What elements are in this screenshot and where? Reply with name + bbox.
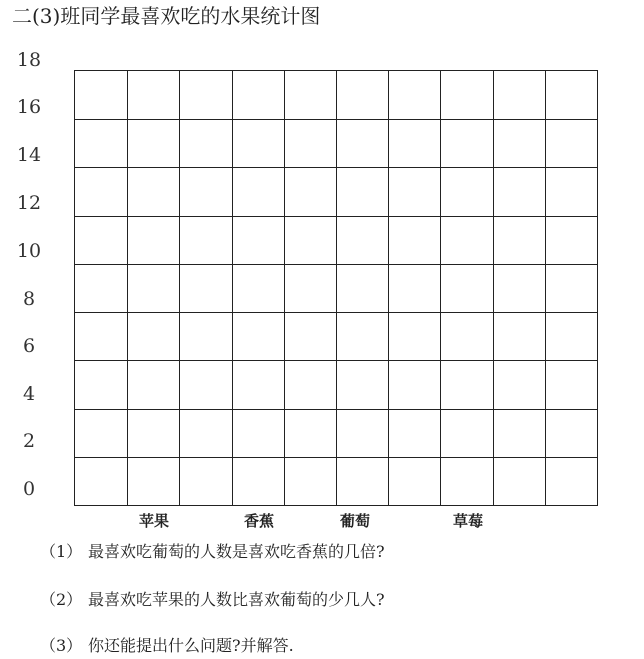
chart-title: 二(3)班同学最喜欢吃的水果统计图: [12, 4, 321, 28]
x-category-label: 苹果: [138, 512, 169, 530]
y-tick-label: 16: [16, 96, 42, 118]
question-3: [40, 636, 294, 656]
y-tick-label: 4: [22, 383, 36, 405]
grid-horizontal-line: [75, 360, 597, 361]
x-category-label: 草莓: [452, 512, 483, 530]
grid-vertical-line: [179, 71, 180, 505]
y-tick-label: 12: [16, 192, 42, 214]
question-text: 最喜欢吃苹果的人数比喜欢葡萄的少几人?: [88, 590, 385, 609]
grid-horizontal-line: [75, 167, 597, 168]
y-tick-label: 6: [22, 335, 36, 357]
grid-vertical-line: [545, 71, 546, 505]
grid-vertical-line: [493, 71, 494, 505]
grid-horizontal-line: [75, 119, 597, 120]
grid-horizontal-line: [75, 457, 597, 458]
grid-vertical-line: [440, 71, 441, 505]
chart-grid: [74, 70, 598, 506]
question-1: [40, 542, 385, 562]
question-number: （1）: [40, 542, 83, 561]
grid-horizontal-line: [75, 264, 597, 265]
grid-horizontal-line: [75, 409, 597, 410]
question-2: [40, 590, 385, 610]
grid-horizontal-line: [75, 216, 597, 217]
x-category-label: 葡萄: [339, 512, 370, 530]
question-text: 你还能提出什么问题?并解答.: [88, 636, 294, 655]
grid-vertical-line: [127, 71, 128, 505]
y-tick-label: 2: [22, 430, 36, 452]
grid-vertical-line: [388, 71, 389, 505]
y-tick-label: 10: [16, 240, 42, 262]
question-text: 最喜欢吃葡萄的人数是喜欢吃香蕉的几倍?: [88, 542, 385, 561]
y-tick-label: 8: [22, 288, 36, 310]
y-tick-label: 0: [22, 478, 36, 500]
grid-vertical-line: [284, 71, 285, 505]
grid-vertical-line: [336, 71, 337, 505]
question-number: （3）: [40, 636, 83, 655]
grid-vertical-line: [232, 71, 233, 505]
x-category-label: 香蕉: [243, 512, 274, 530]
question-number: （2）: [40, 590, 83, 609]
y-tick-label: 18: [16, 49, 42, 71]
y-tick-label: 14: [16, 144, 42, 166]
grid-horizontal-line: [75, 312, 597, 313]
